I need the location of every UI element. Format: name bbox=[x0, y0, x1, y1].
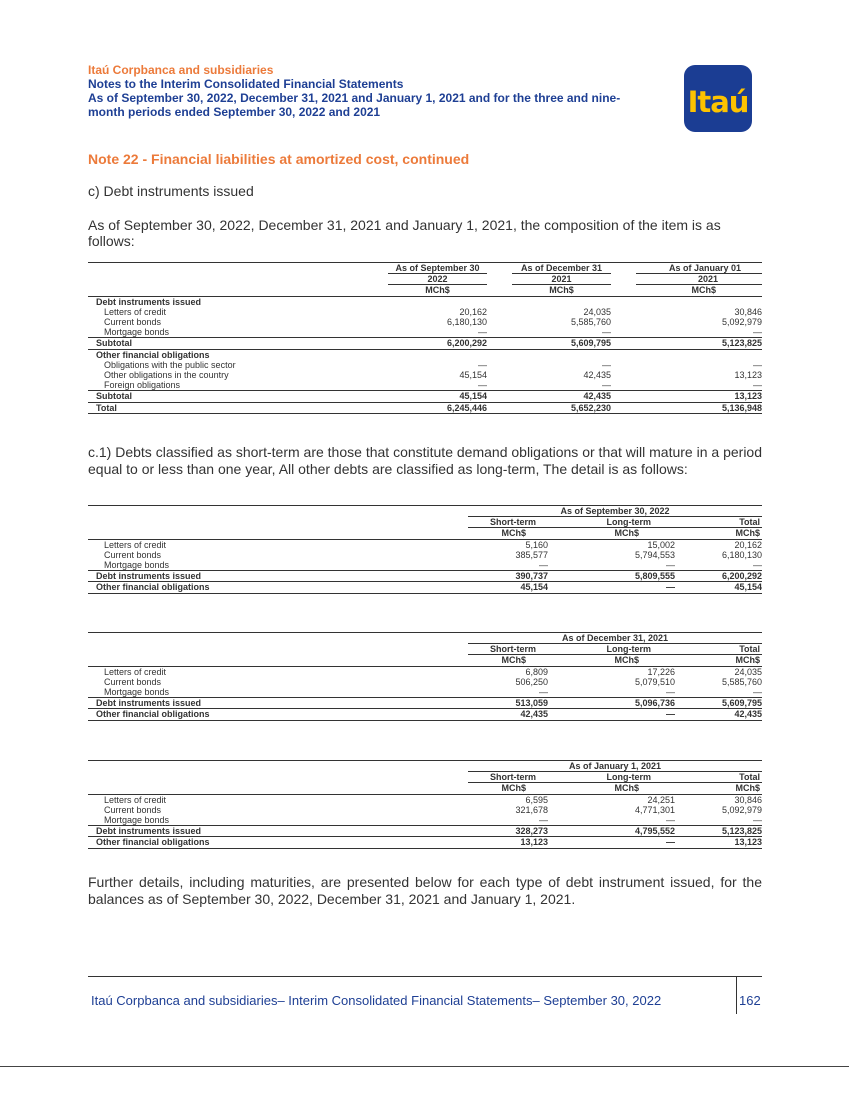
period-header: As of September 30, 2022 bbox=[468, 506, 762, 517]
subsection-title: c) Debt instruments issued bbox=[88, 183, 254, 199]
intro-paragraph: As of September 30, 2022, December 31, 2021 and January 1, 2021, the composition of the item is as follows: bbox=[88, 217, 721, 249]
footer-divider bbox=[88, 976, 762, 977]
table-row: Letters of credit 6,595 24,251 30,846 bbox=[104, 794, 762, 805]
col-period-1: As of September 30 bbox=[388, 263, 487, 274]
paragraph-further-details: Further details, including maturities, are presented below for each type of debt instrument issued, for the balances as of September 30, 2022, December 31, 2021 and January 1, 2021. bbox=[88, 874, 762, 907]
subtotal-row: Subtotal 6,200,292 5,609,795 5,123,825 bbox=[88, 338, 762, 349]
col-year-3: 2021 bbox=[636, 274, 762, 285]
section-debt-label: Debt instruments issued bbox=[96, 296, 202, 307]
debt-total-row: Debt instruments issued 328,273 4,795,552 5,123,825 bbox=[88, 826, 762, 837]
header-line-1: Notes to the Interim Consolidated Financial Statements bbox=[88, 77, 404, 91]
table-row: Other obligations in the country 45,154 42,435 13,123 bbox=[104, 370, 762, 381]
col-year-2: 2021 bbox=[512, 274, 611, 285]
period-header: As of December 31, 2021 bbox=[468, 633, 762, 644]
header-line-2: As of September 30, 2022, December 31, 2021 and January 1, 2021 and for the three and nine- bbox=[88, 91, 621, 105]
maturity-table-jan-2021: As of January 1, 2021 Short-term Long-term Total MCh$ MCh$ MCh$ Letters of credit 6,595 24,251 30,846 Current bonds 321,678 4,771,301 5,092,979 Mortgage bonds — — — Debt instruments issued 328,273 4,795,552 5,123,825 Other financial obligations 13,123 — 13,123 bbox=[88, 760, 762, 849]
other-obligations-row: Other financial obligations 13,123 — 13,123 bbox=[88, 837, 762, 848]
subtotal-row: Subtotal 45,154 42,435 13,123 bbox=[88, 391, 762, 402]
col-period-3: As of January 01 bbox=[636, 263, 762, 274]
table-row: Mortgage bonds — — — bbox=[104, 815, 762, 826]
company-name: Itaú Corpbanca and subsidiaries bbox=[88, 63, 274, 77]
table-row: Foreign obligations — — — bbox=[104, 380, 762, 391]
table-row: Mortgage bonds — — — bbox=[104, 687, 763, 698]
page-bottom-rule bbox=[0, 1066, 849, 1067]
composition-table bbox=[88, 262, 762, 414]
document-header bbox=[88, 63, 648, 119]
table-row: Letters of credit 20,162 24,035 30,846 bbox=[104, 306, 762, 317]
other-obligations-row: Other financial obligations 45,154 — 45,154 bbox=[88, 582, 762, 593]
period-header: As of January 1, 2021 bbox=[468, 761, 762, 772]
debt-total-row: Debt instruments issued 513,059 5,096,736 5,609,795 bbox=[88, 698, 762, 709]
col-unit-1: MCh$ bbox=[425, 285, 450, 296]
table-row: Current bonds 506,250 5,079,510 5,585,760 bbox=[104, 676, 763, 687]
col-year-1: 2022 bbox=[388, 274, 487, 285]
col-unit-2: MCh$ bbox=[549, 285, 574, 296]
paragraph-c1: c.1) Debts classified as short-term are those that constitute demand obligations or that will mature in a period equal to or less than one year, All other debts are classified as long-term, The detail is as follows: bbox=[88, 444, 762, 477]
maturity-table-dec-2021: As of December 31, 2021 Short-term Long-term Total MCh$ MCh$ MCh$ Letters of credit 6,809 17,226 24,035 Current bonds 506,250 5,079,510 5,585,760 Mortgage bonds — — — Debt instruments issued 513,059 5,096,736 5,609,795 Other financial obligations 42,435 — 42,435 bbox=[88, 632, 762, 721]
table-row: Obligations with the public sector — — — bbox=[104, 359, 762, 370]
col-period-2: As of December 31 bbox=[512, 263, 611, 274]
col-unit-3: MCh$ bbox=[691, 285, 716, 296]
table-row: Letters of credit 6,809 17,226 24,035 bbox=[104, 666, 763, 677]
itau-logo bbox=[684, 65, 752, 132]
table-row: Mortgage bonds — — — bbox=[104, 327, 762, 338]
header-line-3: month periods ended September 30, 2022 and 2021 bbox=[88, 105, 381, 119]
maturity-table-sep-2022: As of September 30, 2022 Short-term Long-term Total MCh$ MCh$ MCh$ Letters of credit 5,160 15,002 20,162 Current bonds 385,577 5,794,553 6,180,130 Mortgage bonds — — — Debt instruments issued 390,737 5,809,555 6,200,292 Other financial obligations 45,154 — 45,154 bbox=[88, 505, 762, 594]
section-other-label: Other financial obligations bbox=[96, 349, 210, 360]
footer-text: Itaú Corpbanca and subsidiaries– Interim Consolidated Financial Statements– September 30, 2022 bbox=[91, 993, 662, 1008]
table-row: Current bonds 385,577 5,794,553 6,180,130 bbox=[104, 549, 763, 560]
note-title: Note 22 - Financial liabilities at amortized cost, continued bbox=[88, 151, 470, 167]
other-obligations-row: Other financial obligations 42,435 — 42,435 bbox=[88, 709, 762, 720]
footer-vertical-divider bbox=[736, 976, 737, 1014]
logo-text: Itaú bbox=[687, 84, 749, 119]
total-row: Total 6,245,446 5,652,230 5,136,948 bbox=[88, 402, 762, 413]
debt-total-row: Debt instruments issued 390,737 5,809,555 6,200,292 bbox=[88, 571, 762, 582]
table-row: Letters of credit 5,160 15,002 20,162 bbox=[104, 539, 763, 550]
table-row: Current bonds 321,678 4,771,301 5,092,979 bbox=[104, 804, 762, 815]
table-row: Mortgage bonds — — — bbox=[104, 560, 763, 571]
page-number: 162 bbox=[739, 993, 761, 1008]
table-row: Current bonds 6,180,130 5,585,760 5,092,979 bbox=[104, 317, 762, 328]
